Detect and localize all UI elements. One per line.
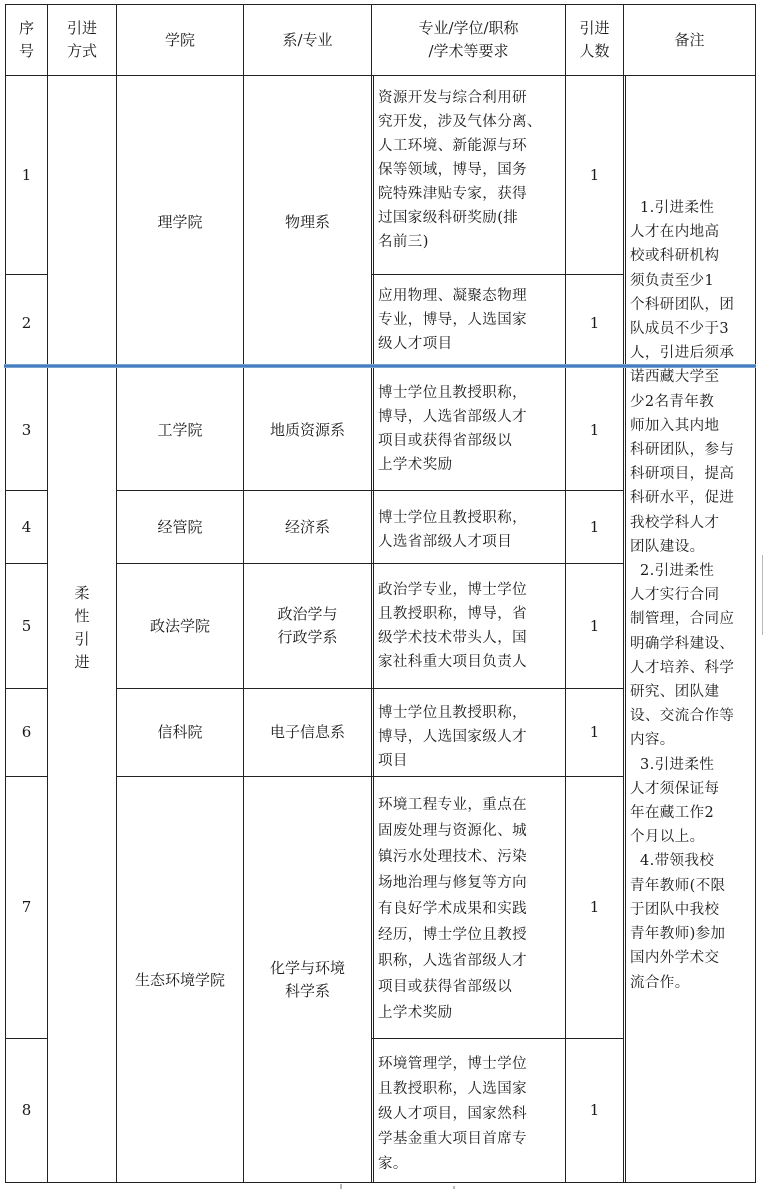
row-5-count: 1 [589,616,600,635]
college-science: 理学院 [157,212,203,231]
dept-economics: 经济系 [284,517,330,536]
dept-politics: 政治学与 行政学系 [277,605,338,646]
row-4-requirements: 博士学位且教授职称， 人选省部级人才项目 [378,510,527,550]
college-ecology: 生态环境学院 [134,970,225,989]
row-5-requirements: 政治学专业，博士学位 且教授职称，博导，省 级学术技术带头人，国 家社科重大项目负责人 [378,582,527,670]
header-note: 备注 [674,30,705,49]
remarks-text: 1.引进柔性 人才在内地高 校或科研机构 须负责至少1 个科研团队，团 队成员不少于3 人，引进后须承 诺西藏大学至 少2名青年教 师加入其内地 科研团队，参与 科研项目，提高 科研水平，促进 我校学科人才 团队建设。 2.引进柔性 人才实行合同 制管理，合同应 明确学科建设、 人才培养、科学 研究、团队建 设、交流合作等 内容。 3.引进柔性 人才须保证每 年在藏工作2 个月以上。 4.带领我校 青年教师(不限 于团队中我校 青年教师)参加 国内外学术交 流合作。 [630,200,735,991]
row-5-seq: 5 [21,616,32,635]
row-3-requirements: 博士学位且教授职称， 博导，人选省部级人才 项目或获得省部级以 上学术奖励 [378,385,527,473]
row-2-count: 1 [589,313,600,332]
row-8-seq: 8 [21,1101,32,1119]
row-7-seq: 7 [21,898,32,916]
header-seq: 序 号 [18,19,34,60]
dept-electronics: 电子信息系 [269,723,345,741]
row-8-requirements: 环境管理学，博士学位 且教授职称，人选国家 级人才项目，国家然科 学基金重大项目首席专 家。 [378,1056,527,1172]
method-value: 柔 性 引 进 [74,584,90,671]
row-2-requirements: 应用物理、凝聚态物理 专业，博导，人选国家 级人才项目 [378,288,527,352]
college-info: 信科院 [157,723,203,741]
row-2-seq: 2 [21,313,32,332]
row-7-count: 1 [589,898,600,916]
row-6-count: 1 [589,723,600,741]
row-7-requirements: 环境工程专业，重点在 固废处理与资源化、城 镇污水处理技术、污染 场地治理与修复等方向 有良好学术成果和实践 经历，博士学位且教授 职称，人选省部级人才 项目或获得省部级以 上学术奖励 [378,797,527,1021]
header-dept: 系/专业 [282,30,333,49]
dept-physics: 物理系 [284,212,330,231]
college-law: 政法学院 [149,616,210,635]
dept-chemistry: 化学与环境 科学系 [269,959,345,1000]
header-method: 引进 方式 [66,19,97,60]
header-requirements: 专业/学位/职称 /学术等要求 [418,19,519,60]
row-6-requirements: 博士学位且教授职称， 博导，人选国家级人才 项目 [378,705,527,769]
row-4-count: 1 [589,517,600,536]
row-3-count: 1 [589,420,600,439]
college-engineering: 工学院 [157,420,203,439]
row-3-seq: 3 [21,420,32,439]
row-4-seq: 4 [21,517,32,536]
header-count: 引进 人数 [579,19,610,60]
college-management: 经管院 [157,517,203,536]
row-6-seq: 6 [21,723,32,741]
header-college: 学院 [164,30,195,49]
dept-geology: 地质资源系 [269,420,345,439]
row-8-count: 1 [589,1101,600,1119]
row-1-seq: 1 [21,165,32,184]
row-1-count: 1 [589,165,600,184]
row-1-requirements: 资源开发与综合利用研 究开发，涉及气体分离、 人工环境、新能源与环 保等领域，博导，国务 院特殊津贴专家，获得 过国家级科研奖励(排 名前三) [378,90,542,250]
